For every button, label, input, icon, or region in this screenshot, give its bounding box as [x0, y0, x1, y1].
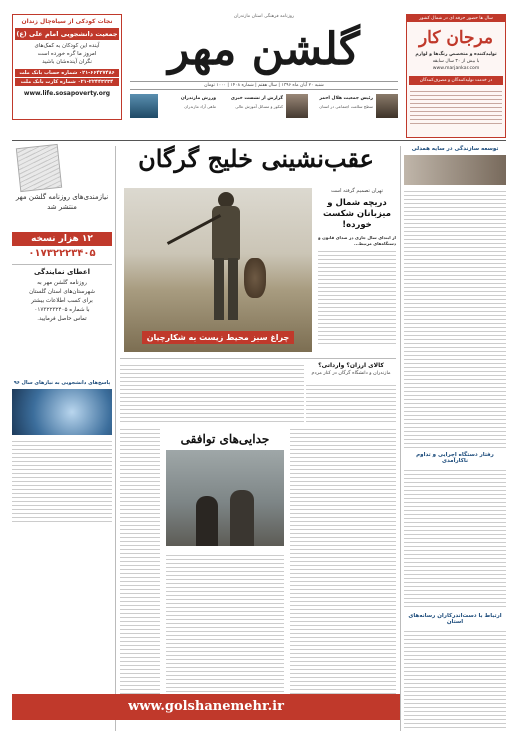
mid-story-title: کالای ارزان؟ وارداتی؟: [318, 362, 384, 369]
teaser-caption: پاسخ‌های دانشجویی به نیازهای سال ۹۶: [13, 380, 111, 386]
section-divider: [120, 358, 396, 359]
bottom-story[interactable]: [120, 426, 396, 694]
agency-ad-line: تماس حاصل فرمایید.: [37, 316, 87, 322]
body-text: [318, 248, 396, 346]
globe-photo: [12, 389, 112, 435]
mid-story-sub: مازندران و دانشگاه گرگان در کنار مردم: [311, 371, 391, 376]
body-text: [120, 426, 160, 694]
ad-details: [410, 88, 502, 124]
teaser-title: ورزش مازندران: [180, 96, 216, 101]
agency-ad-line: شهرستان‌های استان گلستان: [29, 289, 95, 295]
divider: [12, 264, 112, 265]
circulation-badge: ۱۲ هزار نسخه: [12, 232, 112, 246]
body-text: [166, 552, 284, 694]
lead-story[interactable]: [318, 188, 396, 352]
lead-title: دریچه شمال و میزبانان شکست خورده!: [323, 198, 391, 230]
body-text: [120, 362, 304, 422]
right-top-caption[interactable]: توسعه سازندگی در سایه همدلی: [411, 146, 499, 152]
ad-bottom: در خدمت تولیدکنندگان و مصرف‌کنندگان: [409, 76, 503, 85]
game-birds: [244, 258, 266, 298]
teaser-strip: [130, 94, 398, 120]
charity-ad-org: جمعیت دانشجویی امام علی (ع): [16, 30, 118, 38]
charity-ad-account: ۰۲۱-۶۶۴۲۷۴۸۶ شماره حساب بانک ملت: [15, 69, 119, 77]
ad-line: با بیش از ۳۰ سال سابقه: [432, 59, 480, 64]
charity-ad-card: ۰۲۱-۲۲۴۴۳۲۳۴ شماره کارت بانک ملت: [15, 78, 119, 86]
right-column: [404, 146, 506, 731]
left-column: [12, 146, 112, 371]
footer-bar[interactable]: [12, 694, 400, 720]
lead-intro: از ابتدای سال جاری در صدای قانون و دستگاه‌های مرتبط...: [318, 235, 396, 246]
left-lower-teaser[interactable]: [12, 380, 112, 520]
agency-ad-line: روزنامه گلشن مهر به: [37, 280, 87, 286]
body-text: [290, 426, 396, 694]
charity-ad: [12, 14, 122, 120]
main-headline[interactable]: عقب‌نشینی خلیج گرگان: [138, 144, 374, 173]
phone-number[interactable]: ۰۱۷۳۲۲۲۳۴۰۵: [28, 248, 96, 259]
column-divider: [400, 146, 401, 731]
ad-top-banner: سال ها حضور حرفه ای در شمال کشور: [407, 15, 505, 22]
portrait-photo: [286, 94, 308, 118]
right-col-title[interactable]: ارتباط با دست‌اندرکاران رسانه‌های استان: [408, 613, 502, 625]
teaser-text: سطح سلامت اجتماعی در استان: [319, 104, 373, 109]
hunter-figure: [206, 192, 246, 324]
couple-photo: [166, 450, 284, 546]
right-col-title[interactable]: رفتار دستگاه اجرایی و تداوم ناکارآمدی: [416, 452, 494, 464]
ad-line: تولیدکننده و متخصص رنگ‌ها و لوازم: [415, 52, 497, 57]
body-text: [404, 188, 506, 448]
footer-url: www.golshanemehr.ir: [128, 699, 284, 714]
ad-brand: مرجان کار: [418, 28, 494, 48]
marjankar-ad[interactable]: [406, 14, 506, 138]
charity-ad-line: امروز ما گره خورده است: [37, 51, 97, 57]
fish-photo: [130, 94, 158, 118]
dateline: شنبه ۲۰ آبان ماه ۱۳۹۶ | سال هفتم | شماره ۱۴۰۸ | ۱۰۰۰ تومان: [130, 81, 398, 90]
main-photo[interactable]: [124, 188, 312, 352]
teaser-item[interactable]: [220, 94, 308, 120]
masthead-divider: [12, 140, 506, 141]
newspaper-stack-image: [16, 144, 62, 192]
lead-kicker: تهران تصمیم گرفته است: [331, 188, 383, 194]
agency-ad-line: برای کسب اطلاعات بیشتر: [31, 298, 93, 304]
teaser-text: کنکور و مسائل آموزش عالی: [235, 104, 283, 109]
teaser-title: رئیس جمعیت هلال احمر: [319, 96, 373, 101]
teaser-item[interactable]: [130, 94, 218, 120]
body-text: [404, 628, 506, 728]
tagline: روزنامه فرهنگی استان مازندران: [233, 14, 295, 19]
notice-title: نیازمندی‌های روزنامه گلشن مهر منتشر شد: [15, 193, 109, 211]
charity-ad-line: آینده این کودکان به کمک‌های: [34, 43, 100, 49]
newspaper-logo[interactable]: گلشن مهر: [168, 24, 360, 75]
portrait-photo: [404, 155, 506, 185]
body-text: [404, 467, 506, 609]
teaser-text: ماهی آزاد مازندران: [184, 104, 216, 109]
portrait-photo: [376, 94, 398, 118]
column-divider: [115, 146, 116, 731]
teaser-item[interactable]: [310, 94, 398, 120]
teaser-title: گزارش از نشست خبری: [230, 96, 283, 101]
charity-ad-site[interactable]: www.life.sosapoverty.org: [23, 90, 111, 97]
logo-area: [130, 14, 398, 120]
mid-story[interactable]: [120, 362, 396, 422]
body-text: [12, 438, 112, 524]
agency-ad-line: با شماره ۰۱۷۳۲۲۳۲۴۰۵: [34, 307, 90, 313]
agency-ad-title: اعطای نمایندگی: [33, 268, 91, 276]
photo-caption: چراغ سبز محیط زیست به شکارچیان: [142, 331, 294, 344]
body-text: [306, 382, 396, 422]
bottom-story-title: جدایی‌های توافقی: [180, 432, 270, 446]
charity-ad-line: نجات کودکی از سیاه‌چال زندان: [21, 18, 113, 25]
masthead: [12, 14, 506, 138]
ad-site: www.marjankar.com: [432, 66, 480, 71]
charity-ad-line: نگران آینده‌شان باشید: [42, 59, 92, 65]
